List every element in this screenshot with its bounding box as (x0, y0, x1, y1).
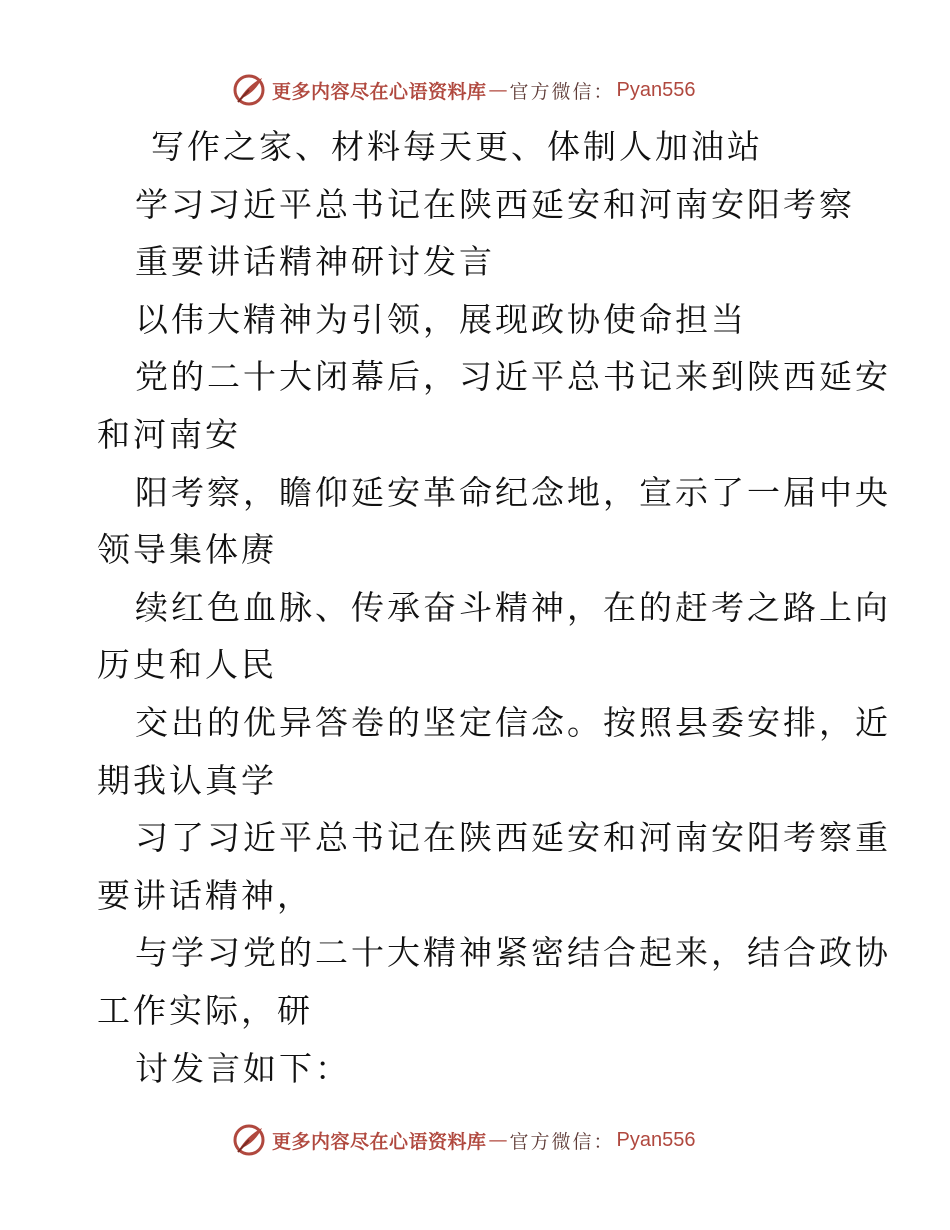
feather-logo-icon (232, 73, 266, 107)
doc-subtitle: 以伟大精神为引领，展现政协使命担当 (135, 299, 747, 339)
watermark-main-text: 更多内容尽在心语资料库 (272, 80, 487, 103)
paragraph-line: 历史和人民 (97, 645, 277, 685)
paragraph-line: 和河南安 (97, 414, 241, 454)
paragraph-line: 与学习党的二十大精神紧密结合起来，结合政协 (135, 933, 891, 973)
watermark-contact-label: 官方微信： (509, 1130, 615, 1153)
watermark-contact-label: 官方微信： (509, 80, 615, 103)
paragraph-line: 阳考察，瞻仰延安革命纪念地，宣示了一届中央 (135, 472, 891, 512)
footer-watermark (232, 1122, 696, 1158)
watermark-contact-id: Pyan556 (616, 1128, 696, 1151)
paragraph-line: 期我认真学 (97, 760, 277, 800)
paragraph-line: 领导集体赓 (97, 530, 277, 570)
watermark-separator: — (488, 1129, 508, 1151)
watermark-main-text: 更多内容尽在心语资料库 (272, 1130, 487, 1153)
watermark-contact-id: Pyan556 (616, 78, 696, 101)
paragraph-line: 习了习近平总书记在陕西延安和河南安阳考察重 (135, 818, 891, 858)
paragraph-line: 续红色血脉、传承奋斗精神，在的赶考之路上向 (135, 587, 891, 627)
watermark-separator: — (488, 79, 508, 101)
document-body (97, 118, 891, 1097)
paragraph-line: 工作实际，研 (97, 990, 313, 1030)
paragraph-line: 讨发言如下： (135, 1048, 351, 1088)
paragraph-line: 要讲话精神， (97, 875, 313, 915)
feather-logo-icon (232, 1123, 266, 1157)
promo-line: 写作之家、材料每天更、体制人加油站 (151, 127, 763, 166)
paragraph-line: 交出的优异答卷的坚定信念。按照县委安排，近 (135, 702, 891, 742)
header-watermark (232, 72, 696, 108)
paragraph-line: 党的二十大闭幕后，习近平总书记来到陕西延安 (135, 357, 891, 397)
doc-title-line-1: 学习习近平总书记在陕西延安和河南安阳考察 (135, 184, 855, 224)
doc-title-line-2: 重要讲话精神研讨发言 (135, 242, 495, 282)
